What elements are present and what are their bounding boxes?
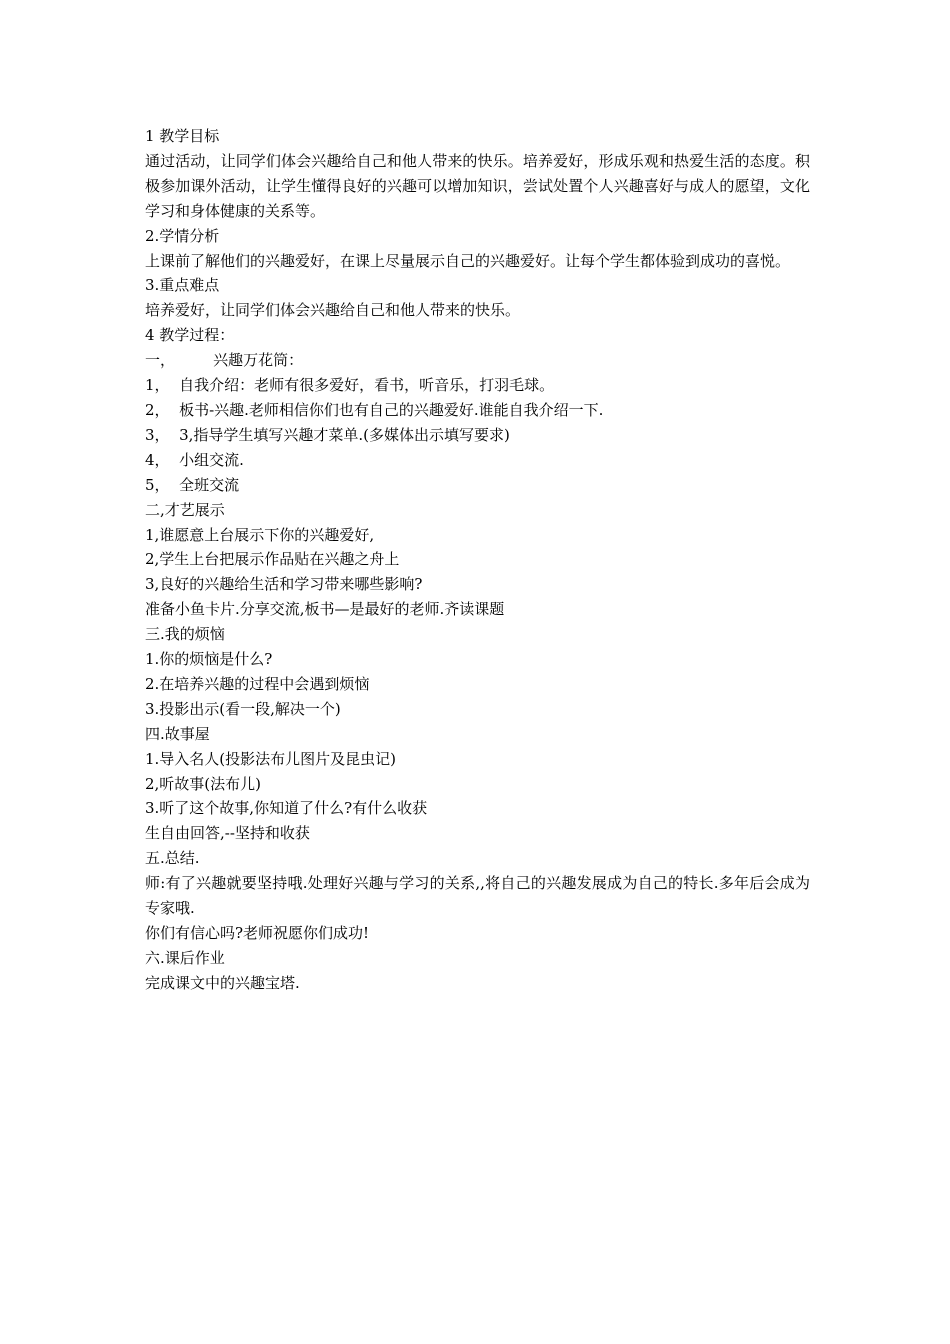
list-item: 2,学生上台把展示作品贴在兴趣之舟上	[145, 550, 400, 569]
section-title-analysis: 2.学情分析	[145, 226, 220, 245]
part-title-my-troubles: 三.我的烦恼	[145, 625, 225, 644]
list-item: 1,谁愿意上台展示下你的兴趣爱好,	[145, 525, 375, 544]
section-title-key-points: 3.重点难点	[145, 276, 220, 295]
list-item: 1.你的烦恼是什么?	[145, 650, 273, 669]
list-item: 3,良好的兴趣给生活和学习带来哪些影响?	[145, 575, 423, 594]
document-page	[145, 124, 810, 996]
list-item: 2， 板书-兴趣.老师相信你们也有自己的兴趣爱好.谁能自我介绍一下.	[145, 400, 604, 419]
list-item: 1.导入名人(投影法布儿图片及昆虫记)	[145, 749, 397, 768]
summary-paragraph: 师:有了兴趣就要坚持哦.处理好兴趣与学习的关系,,将自己的兴趣发展成为自己的特长.多年后会成为专家哦.	[145, 874, 810, 918]
objectives-paragraph: 通过活动，让同学们体会兴趣给自己和他人带来的快乐。培养爱好，形成乐观和热爱生活的态度。积极参加课外活动，让学生懂得良好的兴趣可以增加知识，尝试处置个人兴趣喜好与成人的愿望，文化学习和身体健康的关系等。	[145, 151, 810, 220]
list-item: 3.听了这个故事,你知道了什么?有什么收获	[145, 799, 428, 818]
list-item: 准备小鱼卡片.分享交流,板书—是最好的老师.齐读课题	[145, 600, 505, 619]
list-item: 3.投影出示(看一段,解决一个)	[145, 699, 341, 718]
part-title-story-house: 四.故事屋	[145, 724, 210, 743]
section-title-objectives: 1 教学目标	[145, 127, 220, 145]
list-item: 生自由回答,--坚持和收获	[145, 824, 310, 843]
part-title-summary: 五.总结.	[145, 849, 200, 868]
key-points-paragraph: 培养爱好，让同学们体会兴趣给自己和他人带来的快乐。	[145, 301, 521, 320]
section-title-process: 4 教学过程：	[145, 326, 235, 345]
list-item: 4， 小组交流.	[145, 450, 244, 469]
list-item: 5， 全班交流	[145, 475, 240, 494]
summary-closing-line: 你们有信心吗?老师祝愿你们成功!	[145, 924, 370, 942]
list-item: 2.在培养兴趣的过程中会遇到烦恼	[145, 674, 370, 693]
analysis-paragraph: 上课前了解他们的兴趣爱好，在课上尽量展示自己的兴趣爱好。让每个学生都体验到成功的喜悦。	[145, 251, 791, 270]
part-title-kaleidoscope: 一， 兴趣万花筒：	[145, 351, 304, 370]
list-item: 2,听故事(法布儿)	[145, 774, 262, 793]
part-title-talent-show: 二,才艺展示	[145, 500, 225, 519]
homework-line: 完成课文中的兴趣宝塔.	[145, 973, 300, 992]
list-item: 1， 自我介绍：老师有很多爱好，看书，听音乐，打羽毛球。	[145, 376, 555, 395]
list-item: 3， 3,指导学生填写兴趣才菜单.(多媒体出示填写要求)	[145, 425, 510, 444]
part-title-homework: 六.课后作业	[145, 948, 225, 967]
